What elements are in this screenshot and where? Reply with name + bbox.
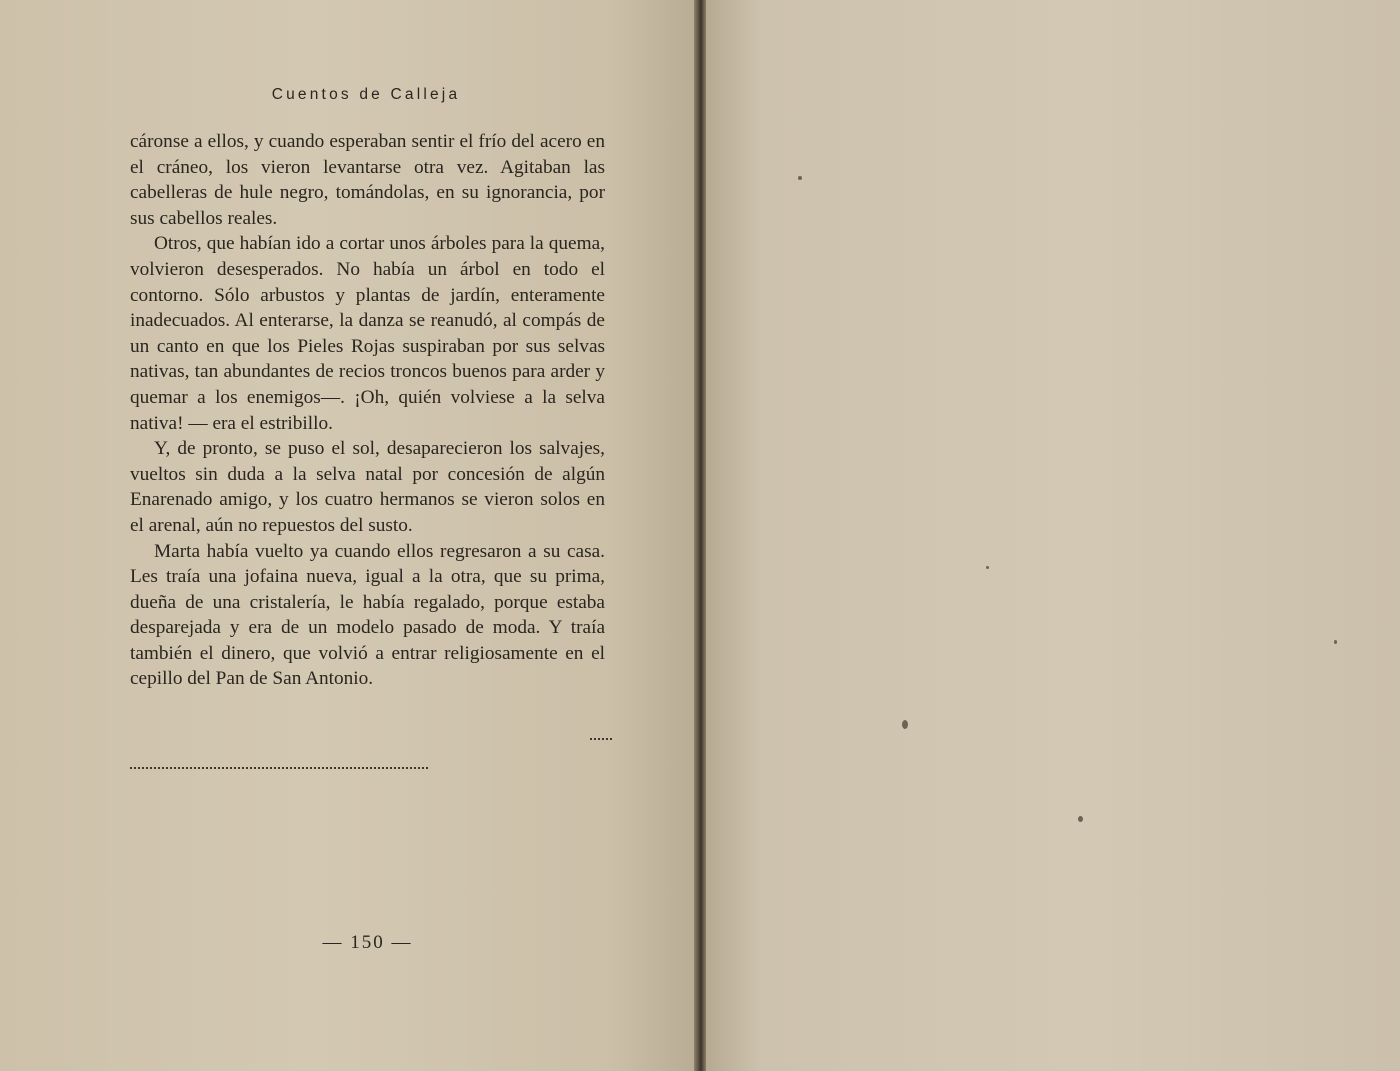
paper-speck xyxy=(1078,816,1083,822)
end-ornament-short xyxy=(590,738,612,740)
paragraph: Marta había vuelto ya cuando ellos regresaron a su casa. Les traía una jofaina nueva, igual a la otra, que su prima, dueña de una cristalería, le había regalado, porque estaba desparejada y era de un modelo pasado de moda. Y traía también el dinero, que volvió a entrar religiosamente en el cepillo del Pan de San Antonio. xyxy=(130,540,605,690)
body-text xyxy=(130,129,605,692)
paragraph: cáronse a ellos, y cuando esperaban sentir el frío del acero en el cráneo, los vieron levantarse otra vez. Agitaban las cabelleras de hule negro, tomándolas, en su ignorancia, por sus cabellos reales. xyxy=(130,131,605,229)
paper-speck xyxy=(1334,640,1337,644)
page-number: — 150 — xyxy=(322,932,413,953)
paper-speck xyxy=(986,566,989,569)
running-head: Cuentos de Calleja xyxy=(271,86,461,103)
right-page-blank xyxy=(706,0,1400,1071)
left-page xyxy=(0,0,696,1071)
paragraph: Y, de pronto, se puso el sol, desaparecieron los salvajes, vueltos sin duda a la selva natal por concesión de algún Enarenado amigo, y los cuatro hermanos se vieron solos en el arenal, aún no repuestos del susto. xyxy=(130,438,605,536)
paper-speck xyxy=(902,720,908,729)
paper-speck xyxy=(798,176,802,180)
end-ornament-rule xyxy=(130,767,428,769)
paragraph: Otros, que habían ido a cortar unos árboles para la quema, volvieron desesperados. No había un árbol en todo el contorno. Sólo arbustos y plantas de jardín, enteramente inadecuados. Al enterarse, la danza se reanudó, al compás de un canto en que los Pieles Rojas suspiraban por sus selvas nativas, tan abundantes de recios troncos buenos para arder y quemar a los enemigos—. ¡Oh, quién volviese a la selva nativa! — era el estribillo. xyxy=(130,233,605,434)
